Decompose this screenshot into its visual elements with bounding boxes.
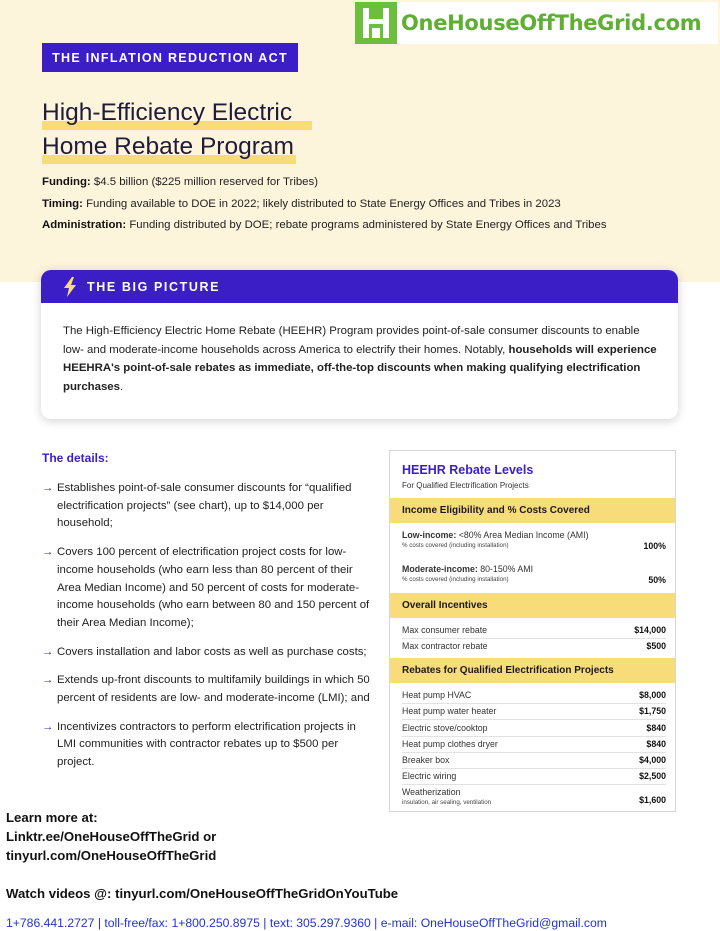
arrow-right-icon: → (42, 720, 54, 733)
rebate-table-title: HEEHR Rebate Levels (402, 463, 534, 477)
title-line-1: High-Efficiency Electric (42, 96, 312, 130)
table-row: Low-income: <80% Area Median Income (AMI) % costs covered (including installation) 100% (402, 530, 666, 551)
table-row: Heat pump clothes dryer $840 (402, 739, 666, 749)
row-divider (402, 638, 666, 639)
title-line-2: Home Rebate Program (42, 130, 296, 164)
table-row: Moderate-income: 80-150% AMI % costs covered (including installation) 50% (402, 564, 666, 585)
program-facts (42, 172, 607, 237)
watch-videos-link[interactable]: Watch videos @: tinyurl.com/OneHouseOffTheGridOnYouTube (6, 886, 399, 901)
big-picture-header (41, 270, 678, 303)
fact-administration: Administration: Funding distributed by DOE; rebate programs administered by State Energy Offices and Tribes (42, 219, 607, 231)
arrow-right-icon: → (42, 645, 54, 658)
details-heading: The details: (42, 451, 109, 465)
eligibility-heading: Income Eligibility and % Costs Covered (390, 498, 675, 523)
table-row: Max contractor rebate $500 (402, 641, 666, 651)
tinyurl-link[interactable]: tinyurl.com/OneHouseOffTheGrid (6, 848, 217, 863)
fact-funding: Funding: $4.5 billion ($225 million reserved for Tribes) (42, 176, 319, 188)
list-item: → Establishes point-of-sale consumer discounts for “qualified electrification projects” (see chart), up to $14,000 per household; (42, 480, 374, 533)
table-row: Heat pump water heater $1,750 (402, 706, 666, 716)
row-divider (402, 768, 666, 769)
site-logo[interactable] (355, 2, 718, 44)
table-row: Electric stove/cooktop $840 (402, 723, 666, 733)
contact-info[interactable]: 1+786.441.2727 | toll-free/fax: 1+800.250.8975 | text: 305.297.9360 | e-mail: OneHouseOffTheGrid@gmail.com (6, 916, 607, 930)
linktree-link[interactable]: Linktr.ee/OneHouseOffTheGrid or (6, 829, 217, 844)
rebates-heading: Rebates for Qualified Electrification Projects (390, 658, 675, 683)
row-divider (402, 784, 666, 785)
rebate-table-subtitle: For Qualified Electrification Projects (402, 481, 529, 490)
table-row: Max consumer rebate $14,000 (402, 625, 666, 635)
incentives-heading: Overall Incentives (390, 593, 675, 618)
logo-text: OneHouseOffTheGrid.com (401, 11, 702, 35)
list-item: → Extends up-front discounts to multifamily buildings in which 50 percent of residents are low- and moderate-income (LMI); and (42, 672, 374, 707)
table-row: Breaker box $4,000 (402, 755, 666, 765)
list-item: → Covers installation and labor costs as well as purchase costs; (42, 644, 374, 662)
row-divider (402, 703, 666, 704)
row-divider (402, 752, 666, 753)
rebate-levels-table (389, 450, 676, 812)
table-row: Weatherization insulation, air sealing, ventilation $1,600 (402, 787, 666, 806)
page-title (42, 96, 312, 164)
fact-timing: Timing: Funding available to DOE in 2022; likely distributed to State Energy Offices and Tribes in 2023 (42, 197, 561, 210)
arrow-right-icon: → (42, 482, 54, 494)
arrow-right-icon: → (42, 674, 54, 687)
act-badge: THE INFLATION REDUCTION ACT (42, 43, 298, 72)
row-divider (402, 719, 666, 720)
details-list (42, 480, 374, 783)
big-picture-card (41, 270, 678, 419)
row-divider (402, 736, 666, 737)
logo-house-icon (355, 2, 397, 44)
big-picture-text: The High-Efficiency Electric Home Rebate (HEEHR) Program provides point-of-sale consumer discounts to enable low- and moderate-income households across America to electrify their homes. Notably, households will experience HEEHRA's point-of-sale rebates as immediate, off-the-top discounts when making qualifying electrification purchases. (63, 325, 657, 393)
learn-more-label: Learn more at: (6, 810, 98, 825)
list-item: → Incentivizes contractors to perform electrification projects in LMI communities with contractor rebates up to $500 per project. (42, 719, 374, 772)
table-row: Heat pump HVAC $8,000 (402, 690, 666, 700)
list-item: → Covers 100 percent of electrification project costs for low-income households (who earn less than 80 percent of their Area Median Income) and 50 percent of costs for moderate-income households (who earn between 80 and 150 percent of their Area Median Income); (42, 544, 374, 633)
lightning-bolt-icon (63, 277, 77, 297)
big-picture-heading: THE BIG PICTURE (87, 279, 221, 294)
learn-more-block (6, 808, 216, 865)
table-row: Electric wiring $2,500 (402, 771, 666, 781)
arrow-right-icon: → (42, 546, 54, 559)
